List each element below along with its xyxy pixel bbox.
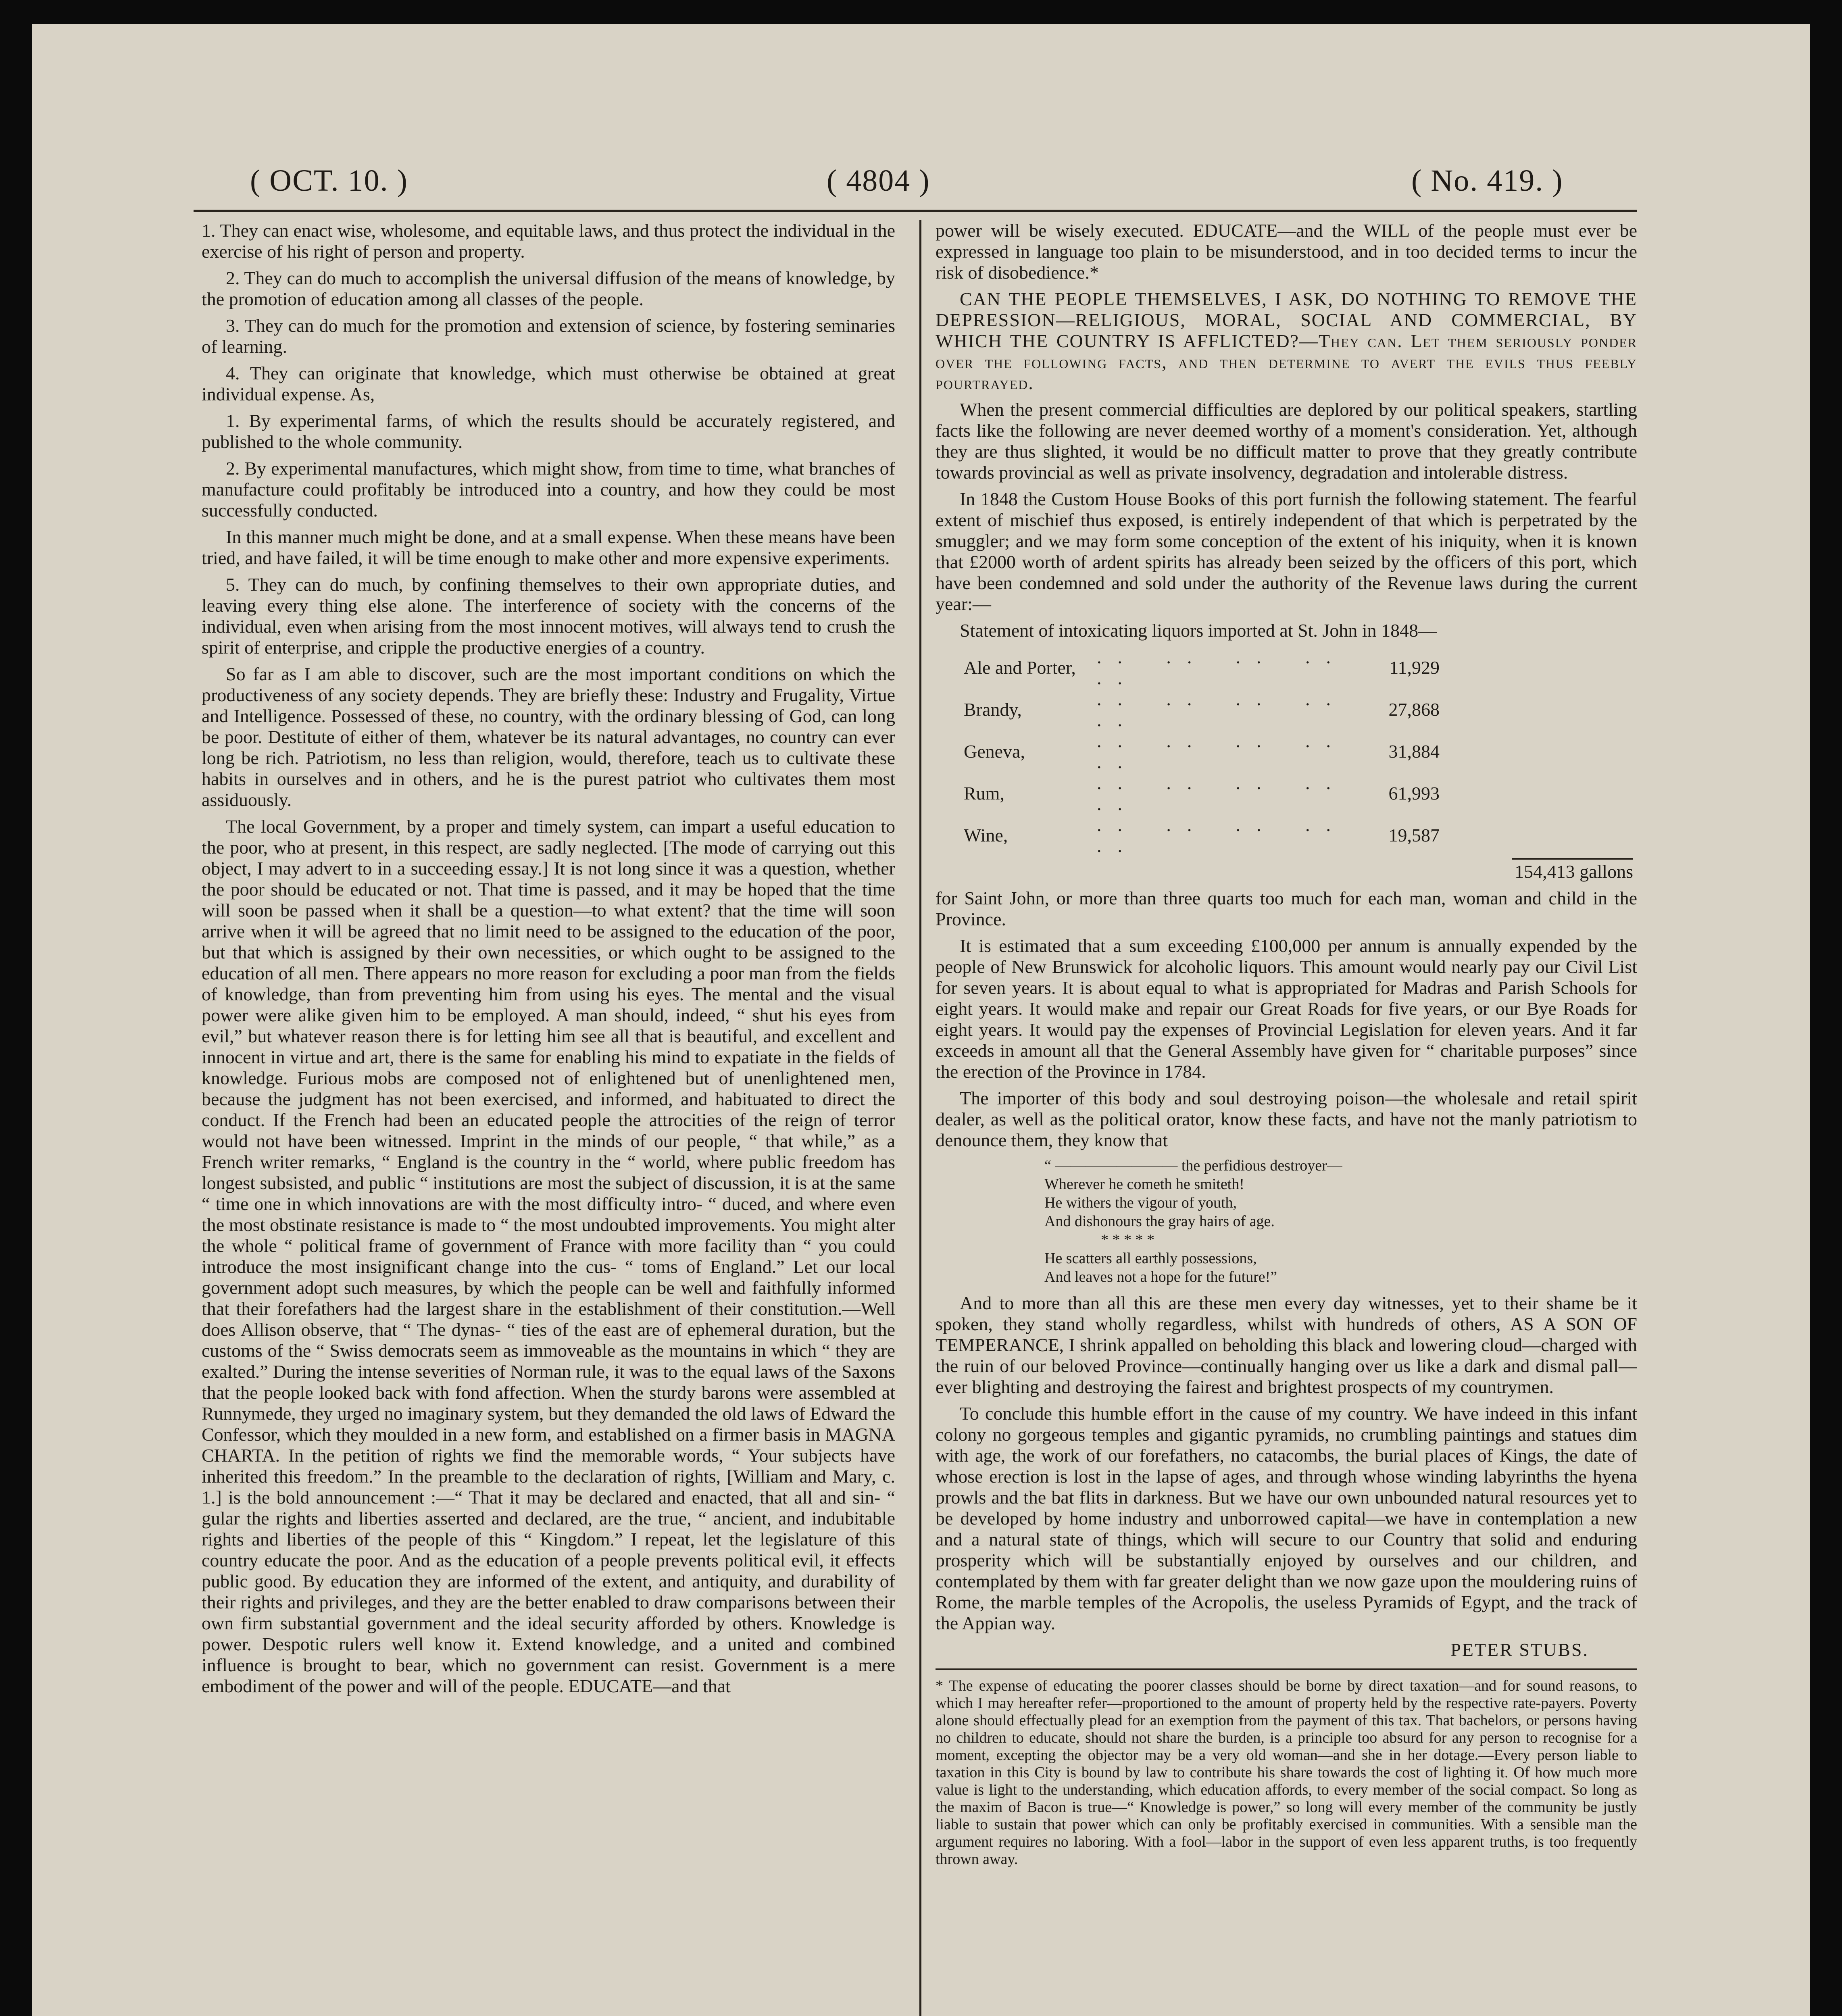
- liquor-value: 27,868: [1388, 699, 1440, 720]
- right-paragraph: To conclude this humble effort in the cause of my country. We have indeed in this infant colony no gorgeous temples and gigantic pyramids, no crumbling paintings and statues dim with age, the work of our forefathers, no catacombs, the burial places of Kings, the date of whose erection is lost in the lapse of ages, and through whose winding labyrinths the hyena prowls and the bat flits in darkness. But we have our own unbounded natural resources yet to be developed by home industry and unborrowed capital—we have in contemplation a new and a natural state of things, which will secure to our Country that solid and enduring prosperity which will be substantially enjoyed by ourselves and our children, and contemplated by them with far greater delight than we now gaze upon the mouldering ruins of Rome, the marble temples of the Acropolis, the useless Pyramids of Egypt, and the track of the Appian way.: [936, 1403, 1637, 1633]
- left-paragraph: 2. They can do much to accomplish the universal diffusion of the means of knowledge, by the promotion of education among all classes of the people.: [202, 268, 895, 309]
- poem-line: And leaves not a hope for the future!”: [1044, 1268, 1277, 1285]
- total-rule: [1512, 858, 1633, 860]
- liquor-value: 11,929: [1389, 657, 1440, 678]
- liquor-name: Brandy,: [964, 699, 1022, 720]
- header-page-number: ( 4804 ): [827, 164, 930, 198]
- poem-line: He scatters all earthly possessions,: [1044, 1250, 1257, 1267]
- poem-line: And dishonours the gray hairs of age.: [1044, 1213, 1275, 1230]
- statement-title: Statement of intoxicating liquors imported at St. John in 1848—: [960, 620, 1437, 641]
- left-paragraph: 1. By experimental farms, of which the results should be accurately registered, and published to the whole community.: [202, 410, 895, 452]
- liquor-value: 19,587: [1388, 825, 1440, 846]
- leader-dots: .. .. .. .. ..: [1097, 647, 1347, 688]
- poem-line: “ ———————— the perfidious destroyer—: [1044, 1157, 1342, 1174]
- left-paragraph: 1. They can enact wise, wholesome, and equitable laws, and thus protect the individual in the exercise of his right of person and property.: [202, 220, 895, 262]
- left-paragraph: 3. They can do much for the promotion and extension of science, by fostering seminaries of learning.: [202, 315, 895, 357]
- liquor-row: [964, 647, 1440, 689]
- liquor-name: Ale and Porter,: [964, 657, 1076, 678]
- left-paragraph: So far as I am able to discover, such are the most important conditions on which the productiveness of any society depends. They are briefly these: Industry and Frugality, Virtue and Intelligence. Possessed of these, no country, with the ordinary blessing of God, can long be poor. Destitute of either of them, whatever be its natural advantages, no country can ever long be rich. Patriotism, no less than religion, would, therefore, teach us to cultivate these habits in ourselves and in others, and he is the purest patriot who cultivates them most assiduously.: [202, 664, 895, 810]
- liquor-value: 61,993: [1388, 783, 1440, 804]
- poem-quote: [1044, 1156, 1637, 1286]
- leader-dots: .. .. .. .. ..: [1097, 814, 1347, 856]
- header-rule: [194, 210, 1637, 212]
- right-paragraph: When the present commercial difficulties are deplored by our political speakers, startling facts like the following are never deemed worthy of a moment's consideration. Yet, although they are thus slighted, it would be no difficult matter to prove that they greatly contribute towards provincial as well as private insolvency, degradation and intolerable distress.: [936, 399, 1637, 483]
- leader-dots: .. .. .. .. ..: [1097, 731, 1347, 772]
- right-paragraph: And to more than all this are these men every day witnesses, yet to their shame be it spoken, they stand wholly regardless, whilst with hundreds of others, AS A SON OF TEMPERANCE, I shrink appalled on beholding this black and lowering cloud—charged with the ruin of our beloved Province—continually hanging over us like a dark and dismal pall—ever blighting and destroying the fairest and brightest prospects of my countrymen.: [936, 1293, 1637, 1397]
- liquor-name: Geneva,: [964, 741, 1025, 762]
- liquor-table: [964, 647, 1440, 856]
- left-paragraph: In this manner much might be done, and at a small expense. When these means have been tried, and have failed, it will be time enough to make other and more expensive experiments.: [202, 527, 895, 568]
- footnote: * The expense of educating the poorer classes should be borne by direct taxation—and for sound reasons, to which I may hereafter refer—proportioned to the amount of property held by the respective rate-payers. Poverty alone should effectually plead for an exemption from the payment of this tax. That bachelors, or persons having no children to educate, should not share the burden, is a principle too absurd for any person to recognise for a moment, excepting the objector may be a very old woman—and she in her dotage.—Every person liable to taxation in this City is bound by law to contribute his share towards the cost of lighting it. Of how much more value is light to the understanding, which education affords, to every member of the social compact. So long as the maxim of Bacon is true—“ Knowledge is power,” so long will every member of the community be justly liable to sustain that power which can only be profitably exercised in communities. With a sensible man the argument requires no laboring. With a fool—labor in the support of even less apparent truths, is too frequently thrown away.: [936, 1677, 1637, 1868]
- column-divider: [919, 220, 921, 2016]
- leader-dots: .. .. .. .. ..: [1097, 689, 1347, 730]
- right-paragraph: In 1848 the Custom House Books of this port furnish the following statement. The fearful extent of mischief thus exposed, is entirely independent of that which is perpetrated by the smuggler; and we may form some conception of the extent of his iniquity, when it is known that £2000 worth of ardent spirits has already been seized by the officers of this port, which have been condemned and sold under the authority of the Revenue laws during the current year:—: [936, 489, 1637, 614]
- right-column: [936, 220, 1637, 2016]
- liquor-row: [964, 731, 1440, 773]
- left-paragraph: 2. By experimental manufactures, which might show, from time to time, what branches of manufacture could profitably be introduced into a country, and how they could be most successfully conducted.: [202, 458, 895, 521]
- newspaper-page: [32, 24, 1810, 2016]
- left-paragraph: 5. They can do much, by confining themselves to their own appropriate duties, and leaving every thing else alone. The interference of society with the concerns of the individual, even when arising from the most innocent motives, will always tend to crush the spirit of enterprise, and cripple the productive energies of a country.: [202, 574, 895, 658]
- poem-line: He withers the vigour of youth,: [1044, 1194, 1237, 1211]
- liquor-name: Wine,: [964, 825, 1008, 846]
- poem-line: Wherever he cometh he smiteth!: [1044, 1176, 1244, 1193]
- right-paragraph: It is estimated that a sum exceeding £100,000 per annum is annually expended by the people of New Brunswick for alcoholic liquors. This amount would nearly pay our Civil List for seven years. It is about equal to what is appropriated for Madras and Parish Schools for eight years. It would make and repair our Great Roads for five years, or our Bye Roads for eight years. It would pay the expenses of Provincial Legislation for eleven years. And it far exceeds in amount all that the General Assembly have given for “ charitable purposes” since the erection of the Province in 1784.: [936, 935, 1637, 1082]
- leader-dots: .. .. .. .. ..: [1097, 773, 1347, 814]
- liquor-row: [964, 814, 1440, 856]
- right-paragraph: The importer of this body and soul destroying poison—the wholesale and retail spirit dealer, as well as the political orator, know these facts, and have not the manly patriotism to denounce them, they know that: [936, 1088, 1637, 1150]
- liquor-row: [964, 689, 1440, 731]
- poem-line: * * * * *: [1101, 1231, 1154, 1248]
- left-paragraph: 4. They can originate that knowledge, which must otherwise be obtained at great individual expense. As,: [202, 363, 895, 404]
- signature: PETER STUBS.: [1450, 1639, 1589, 1660]
- liquor-row: [964, 773, 1440, 814]
- right-opening: power will be wisely executed. EDUCATE—and the WILL of the people must ever be expressed in language too plain to be misunderstood, and in too decided terms to incur the risk of disobedience.*: [936, 220, 1637, 283]
- footnote-rule: [936, 1668, 1637, 1670]
- left-column: [202, 220, 895, 2016]
- liquor-name: Rum,: [964, 783, 1004, 804]
- liquor-value: 31,884: [1388, 741, 1440, 762]
- header-issue-number: ( No. 419. ): [1411, 164, 1563, 198]
- statement-after-total: for Saint John, or more than three quarts too much for each man, woman and child in the Province.: [936, 888, 1637, 929]
- right-appeal: CAN THE PEOPLE THEMSELVES, I ASK, DO NOTHING TO REMOVE THE DEPRESSION—RELIGIOUS, MORAL, SOCIAL AND COMMERCIAL, BY WHICH THE COUNTRY IS AFFLICTED?—They can. Let them seriously ponder over the following facts, and then determine to avert the evils thus feebly pourtrayed.: [936, 289, 1637, 393]
- header-date: ( OCT. 10. ): [250, 164, 408, 198]
- statement-total: 154,413 gallons: [1515, 861, 1633, 882]
- left-paragraph: The local Government, by a proper and timely system, can impart a useful education to the poor, who at present, in this respect, are sadly neglected. [The mode of carrying out this object, I may advert to in a succeeding essay.] It is not long since it was a question, whether the poor should be educated or not. That time is passed, and it may be hoped that the time will soon be passed when it shall be a question—to what extent? that the time will soon arrive when it will be agreed that no limit need to be assigned to the education of the poor, but that which is assigned by their own necessities, or which ought to be assigned to the education of all men. There appears no more reason for excluding a poor man from the fields of knowledge, than from preventing him from using his eyes. The mental and the visual power were alike given him to be employed. A man should, indeed, “ shut his eyes from evil,” but whatever reason there is for letting him see all that is beautiful, and excellent and innocent in virtue and art, there is the same for enabling his mind to expatiate in the fields of knowledge. Furious mobs are composed not of enlightened but of unenlightened men, because the judgment has not been exercised, and informed, and habituated to direct the conduct. If the French had been an educated people the attrocities of the reign of terror would not have been witnessed. Imprint in the minds of our people, “ that while,” as a French writer remarks, “ England is the country in the “ world, where public freedom has longest subsisted, and public “ institutions are most the subject of discussion, it is at the same “ time one in which innovations are with the most difficulty intro- “ duced, and where even the most obstinate resistance is made to “ the most undoubted improvements. You might alter the whole “ political frame of government of France with more facility than “ you could introduce the most insignificant change into the cus- “ toms of England.” Let our local government adopt such measures, by which the people can be well and faithfully informed that their forefathers had the largest share in the establishment of their constitution.—Well does Allison observe, that “ The dynas- “ ties of the east are of ephemeral duration, but the customs of the “ Swiss democrats seem as immoveable as the mountains in which “ they are exalted.” During the intense severities of Norman rule, it was to the equal laws of the Saxons that the people looked back with fond affection. When the sturdy barons were assembled at Runnymede, they urged no imaginary system, but they demanded the old laws of Edward the Confessor, which they moulded in a new form, and established on a firmer basis in MAGNA CHARTA. In the petition of rights we find the memorable words, “ Your subjects have inherited this freedom.” In the preamble to the declaration of rights, [William and Mary, c. 1.] is the bold announcement :—“ That it may be declared and enacted, that all and sin- “ gular the rights and liberties asserted and declared, are the true, “ ancient, and indubitable rights and liberties of the people of this “ Kingdom.” I repeat, let the legislature of this country educate the poor. And as the education of a people prevents political evil, it effects public good. By education they are informed of the extent, and antiquity, and durability of their rights and privileges, and they are the better enabled to draw comparisons between their own firm substantial government and the ideal security afforded by others. Knowledge is power. Despotic rulers well know it. Extend knowledge, and a united and combined influence is brought to bear, which no government can resist. Government is a mere embodiment of the power and will of the people. EDUCATE—and that: [202, 816, 895, 1696]
